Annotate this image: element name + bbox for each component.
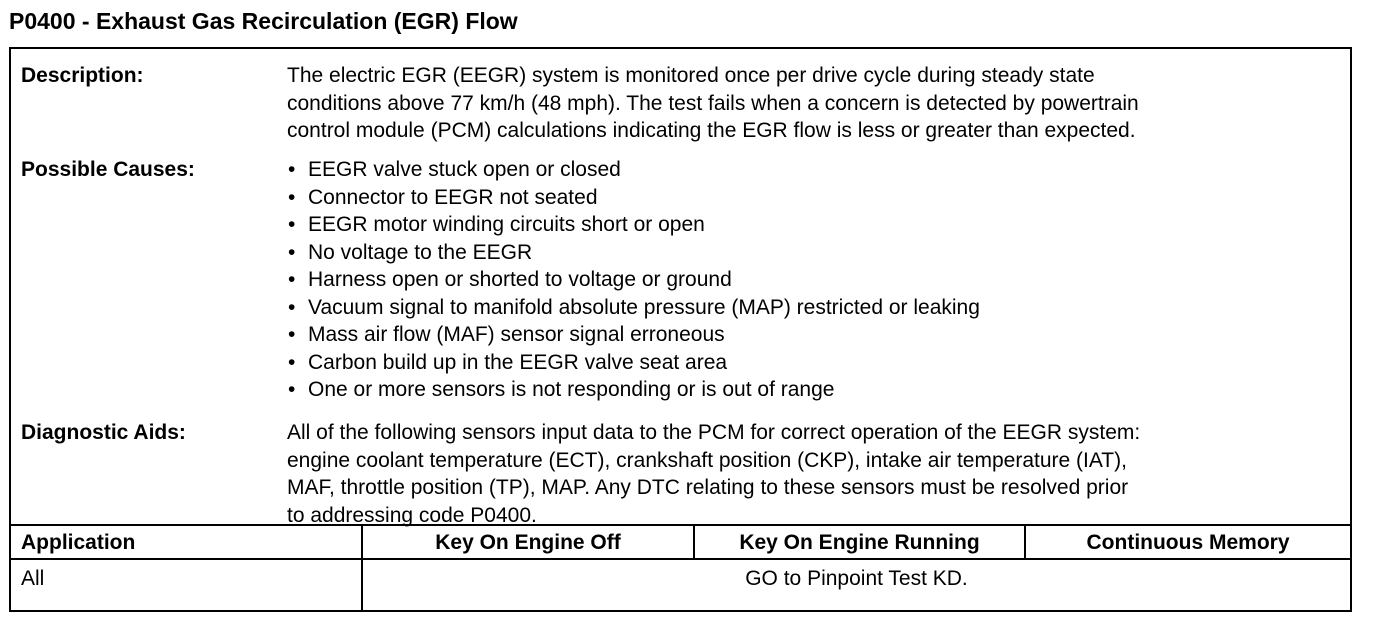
- diagnostic-aids-line: MAF, throttle position (TP), MAP. Any DTC relating to these sensors must be resolved prior: [287, 476, 1129, 499]
- column-header-continuous-memory: Continuous Memory: [1086, 531, 1290, 554]
- cause-item: • EEGR motor winding circuits short or open: [287, 211, 1347, 239]
- diagnostic-aids-text: [287, 419, 1347, 529]
- cause-item: • One or more sensors is not responding or is out of range: [287, 376, 1347, 404]
- cause-item: • Vacuum signal to manifold absolute pressure (MAP) restricted or leaking: [287, 294, 1347, 322]
- possible-causes-content: [287, 156, 1347, 404]
- description-line: The electric EGR (EEGR) system is monitored once per drive cycle during steady state: [287, 64, 1095, 87]
- possible-causes-list: [287, 156, 1347, 404]
- column-header-koeo: Key On Engine Off: [435, 531, 621, 554]
- table-cell-application: All: [21, 567, 45, 590]
- cause-item: • No voltage to the EEGR: [287, 239, 1347, 267]
- cause-item: • Harness open or shorted to voltage or ground: [287, 266, 1347, 294]
- diagnostic-aids-label: Diagnostic Aids:: [21, 421, 186, 444]
- cause-item: • Connector to EEGR not seated: [287, 184, 1347, 212]
- diagnostic-aids-line: to addressing code P0400.: [287, 503, 537, 527]
- column-header-application: Application: [21, 531, 136, 554]
- cause-item: • Carbon build up in the EEGR valve seat area: [287, 349, 1347, 377]
- description-label: Description:: [21, 64, 144, 87]
- description-line: control module (PCM) calculations indicating the EGR flow is less or greater than expected.: [287, 119, 1136, 142]
- cause-item: • Mass air flow (MAF) sensor signal erroneous: [287, 321, 1347, 349]
- diagnostic-aids-line: All of the following sensors input data to the PCM for correct operation of the EEGR system:: [287, 421, 1141, 444]
- column-header-koer: Key On Engine Running: [739, 531, 980, 554]
- dtc-info-table: [9, 47, 1352, 612]
- table-cell-action: GO to Pinpoint Test KD.: [745, 567, 968, 590]
- description-line: conditions above 77 km/h (48 mph). The test fails when a concern is detected by powertrain: [287, 91, 1139, 115]
- diagnostic-aids-line: engine coolant temperature (ECT), crankshaft position (CKP), intake air temperature (IAT),: [287, 448, 1127, 472]
- page-title: P0400 - Exhaust Gas Recirculation (EGR) Flow: [9, 8, 518, 34]
- description-text: [287, 62, 1347, 145]
- possible-causes-label: Possible Causes:: [21, 158, 195, 181]
- cause-item: • EEGR valve stuck open or closed: [287, 156, 1347, 184]
